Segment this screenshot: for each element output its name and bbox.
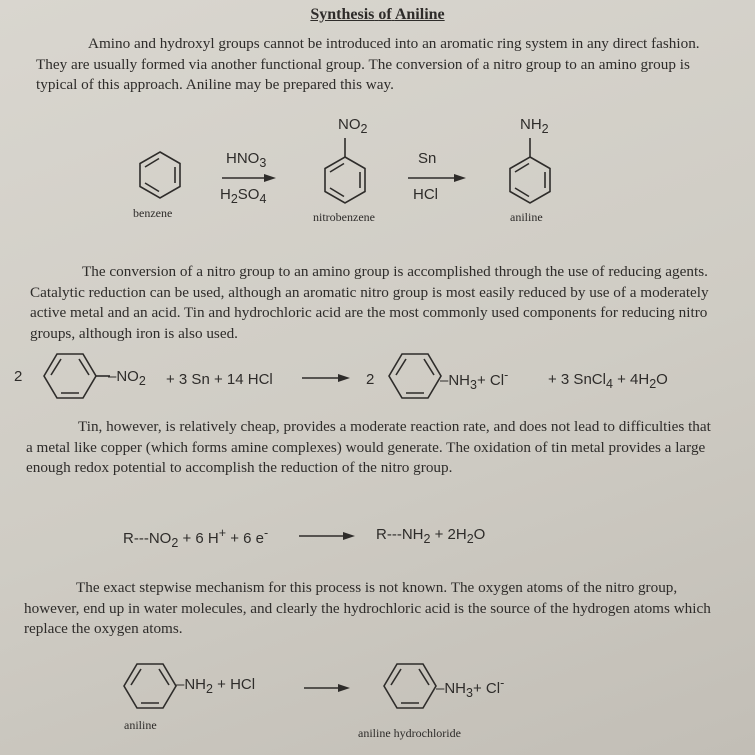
equation3-anilinium-ring bbox=[384, 664, 436, 708]
mechanism-paragraph: The exact stepwise mechanism for this process is not known. The oxygen atoms of the nitro group, however, end up in water molecules, and clearly the hydrochloric acid is the source of the hydrogen atoms which replace the oxygen atoms. bbox=[24, 579, 711, 637]
nitro-group-label: $NO_2$ bbox=[338, 116, 368, 136]
equation2-arrow bbox=[295, 528, 365, 544]
equation1-anilinium: $-NH_3+ Cl^-$ bbox=[440, 368, 509, 392]
reagent-tin: Sn bbox=[418, 150, 437, 167]
equation3-hydrochloride-label: aniline hydrochloride bbox=[358, 726, 461, 740]
synthesis-scheme-structures bbox=[0, 110, 755, 240]
amino-group-label: $NH_2$ bbox=[520, 116, 549, 136]
reagent-hcl: HCl bbox=[413, 186, 438, 203]
nitrobenzene-structure bbox=[325, 138, 365, 203]
equation1-coefficient-left: 2 bbox=[14, 368, 23, 385]
intro-paragraph: Amino and hydroxyl groups cannot be introduced into an aromatic ring system in any direct fashion. They are usually formed via another functional group. The conversion of a nitro group to an amino group is typical of this approach. Aniline may be prepared this way. bbox=[36, 35, 700, 93]
aniline-label: aniline bbox=[510, 210, 543, 224]
equation1-arrow bbox=[302, 374, 350, 382]
equation1-coefficient-right: 2 bbox=[366, 371, 375, 388]
reaction-arrow-reduction bbox=[408, 174, 466, 182]
aniline-structure bbox=[510, 138, 550, 203]
equation1-nitro: $-NO_2$ bbox=[108, 368, 146, 388]
equation3-amino: $-NH_2$ + HCl bbox=[176, 676, 256, 696]
equation2-right: $R---NH_2 + 2H_2O$ bbox=[376, 526, 486, 546]
page-title: Synthesis of Aniline bbox=[310, 6, 445, 23]
benzene-structure bbox=[140, 152, 180, 198]
equation1-reactants: + 3 Sn + 14 HCl bbox=[166, 371, 273, 388]
equation3-aniline-ring bbox=[124, 664, 176, 708]
equation1-anilinium-ring bbox=[389, 354, 441, 398]
nitrobenzene-label: nitrobenzene bbox=[313, 210, 375, 224]
equation3-structures bbox=[0, 660, 755, 716]
reagent-sulfuric-acid: $H_2SO_4$ bbox=[220, 186, 267, 206]
equation3-arrow bbox=[304, 684, 350, 692]
equation2-left: $R---NO_2 + 6$ H+ + 6 e- bbox=[123, 526, 269, 550]
reduction-paragraph: The conversion of a nitro group to an amino group is accomplished through the use of reducing agents. Catalytic reduction can be used, although an aromatic nitro group is most easily reduced by use of a moderately active metal and an acid. Tin and hydrochloric acid are the most commonly used components for reducing nitro groups, although iron is also used. bbox=[30, 263, 709, 342]
equation3-anilinium: $-NH_3+ Cl^-$ bbox=[436, 676, 505, 700]
equation3-aniline-label: aniline bbox=[124, 718, 157, 732]
equation1-products: + 3 SnCl$_4$ + $4H_2O$ bbox=[548, 371, 668, 391]
benzene-label: benzene bbox=[133, 206, 173, 220]
equation1-nitrobenzene-ring bbox=[44, 354, 110, 398]
reagent-nitric-acid: $HNO_3$ bbox=[226, 150, 267, 170]
tin-paragraph: Tin, however, is relatively cheap, provides a moderate reaction rate, and does not lead to difficulties that a metal like copper (which forms amine complexes) would generate. The oxidation of tin metal provides a large enough redox potential to accomplish the reduction of the nitro group. bbox=[26, 418, 711, 476]
reaction-arrow-nitration bbox=[222, 174, 276, 182]
